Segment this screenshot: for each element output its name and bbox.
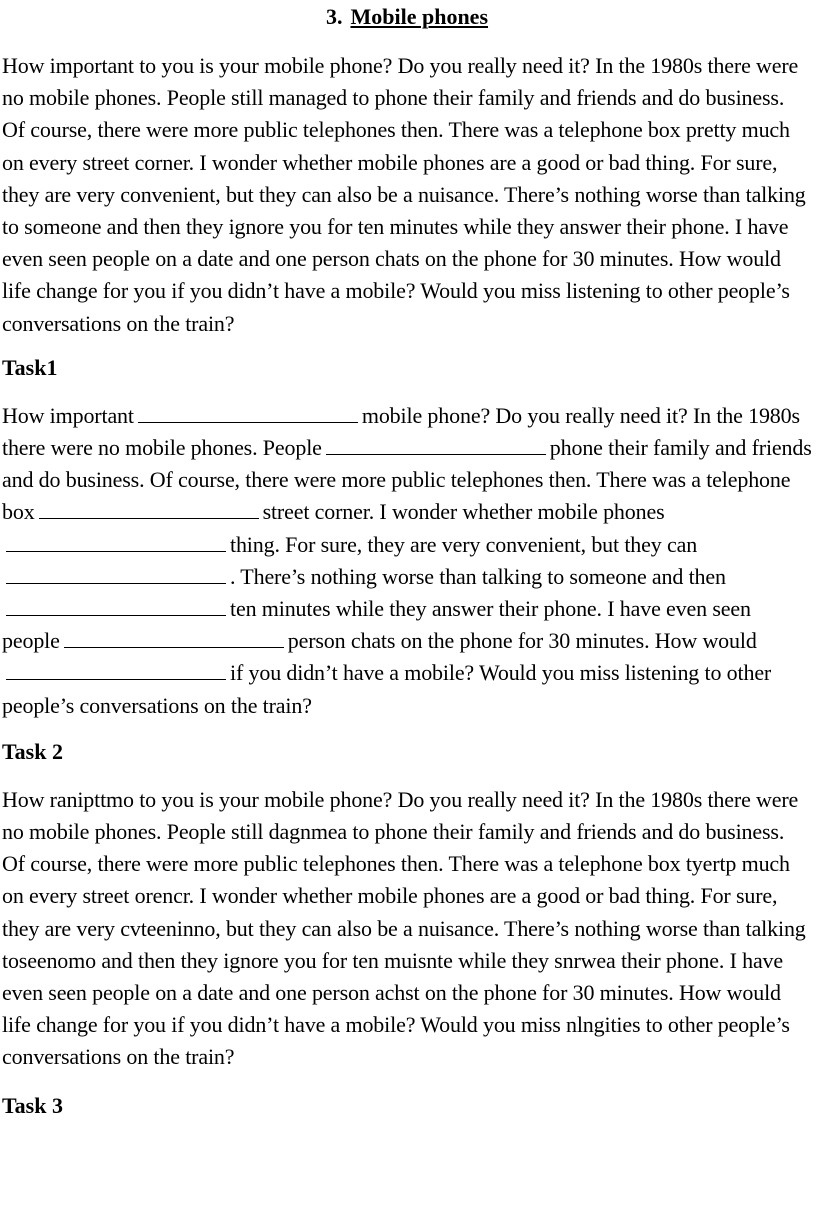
task1-blank-7 <box>64 629 284 648</box>
task1-text-segment: if you didn’t have a mobile? Would you miss listening to other people’s conversations on the train? <box>2 660 772 718</box>
task1-blank-4 <box>6 533 226 552</box>
task1-blank-6 <box>6 597 226 616</box>
section-title-text: Mobile phones <box>350 4 489 29</box>
task1-blank-2 <box>326 436 546 455</box>
section-number: 3. <box>325 4 343 29</box>
task1-blank-5 <box>6 565 226 584</box>
task3-heading: Task 3 <box>2 1092 63 1118</box>
task1-text-segment: thing. For sure, they are very convenient, but they can <box>230 531 698 557</box>
task1-blank-1 <box>138 404 358 423</box>
task1-text-segment: street corner. I wonder whether mobile phones <box>262 499 665 525</box>
task1-blank-8 <box>6 661 226 680</box>
task1-text-segment: phone their family and friends and do business. Of course, there were more public telephones then. There was a telephone box <box>2 435 812 525</box>
task1-text-segment: person chats on the phone for 30 minutes. How would <box>287 628 757 654</box>
task1-text-segment: ten minutes while they answer their phone. I have even seen people <box>2 596 751 654</box>
task2-heading: Task 2 <box>2 738 63 764</box>
section-title <box>2 2 812 32</box>
task1-text-segment: mobile phone? Do you really need it? In the 1980s there were no mobile phones. People <box>2 402 800 461</box>
task1-blank-3 <box>39 500 259 519</box>
reading-passage: How important to you is your mobile phone? Do you really need it? In the 1980s there were no mobile phones. People still managed to phone their family and friends and do business. Of course, there were more public telephones then. There was a telephone box pretty much on every street corner. I wonder whether mobile phones are a good or bad thing. For sure, they are very convenient, but they can also be a nuisance. There’s nothing worse than talking to someone and then they ignore you for ten minutes while they answer their phone. I have even seen people on a date and one person chats on the phone for 30 minutes. How would life change for you if you didn’t have a mobile? Would you miss listening to other people’s conversations on the train? <box>2 53 806 336</box>
task1-heading: Task1 <box>2 354 58 380</box>
task1-text-segment: . There’s nothing worse than talking to someone and then <box>230 563 726 589</box>
task1-gap-fill-paragraph <box>2 400 812 722</box>
task2-scrambled-paragraph: How ranipttmo to you is your mobile phone? Do you really need it? In the 1980s there were no mobile phones. People still dagnmea to phone their family and friends and do business. Of course, there were more public telephones then. There was a telephone box tyertp much on every street orencr. I wonder whether mobile phones are a good or bad thing. For sure, they are very cvteeninno, but they can also be a nuisance. There’s nothing worse than talking toseenomo and then they ignore you for ten muisnte while they snrwea their phone. I have even seen people on a date and one person achst on the phone for 30 minutes. How would life change for you if you didn’t have a mobile? Would you miss nlngities to other people’s conversations on the train? <box>2 786 806 1070</box>
task1-text-segment: How important <box>2 402 134 428</box>
